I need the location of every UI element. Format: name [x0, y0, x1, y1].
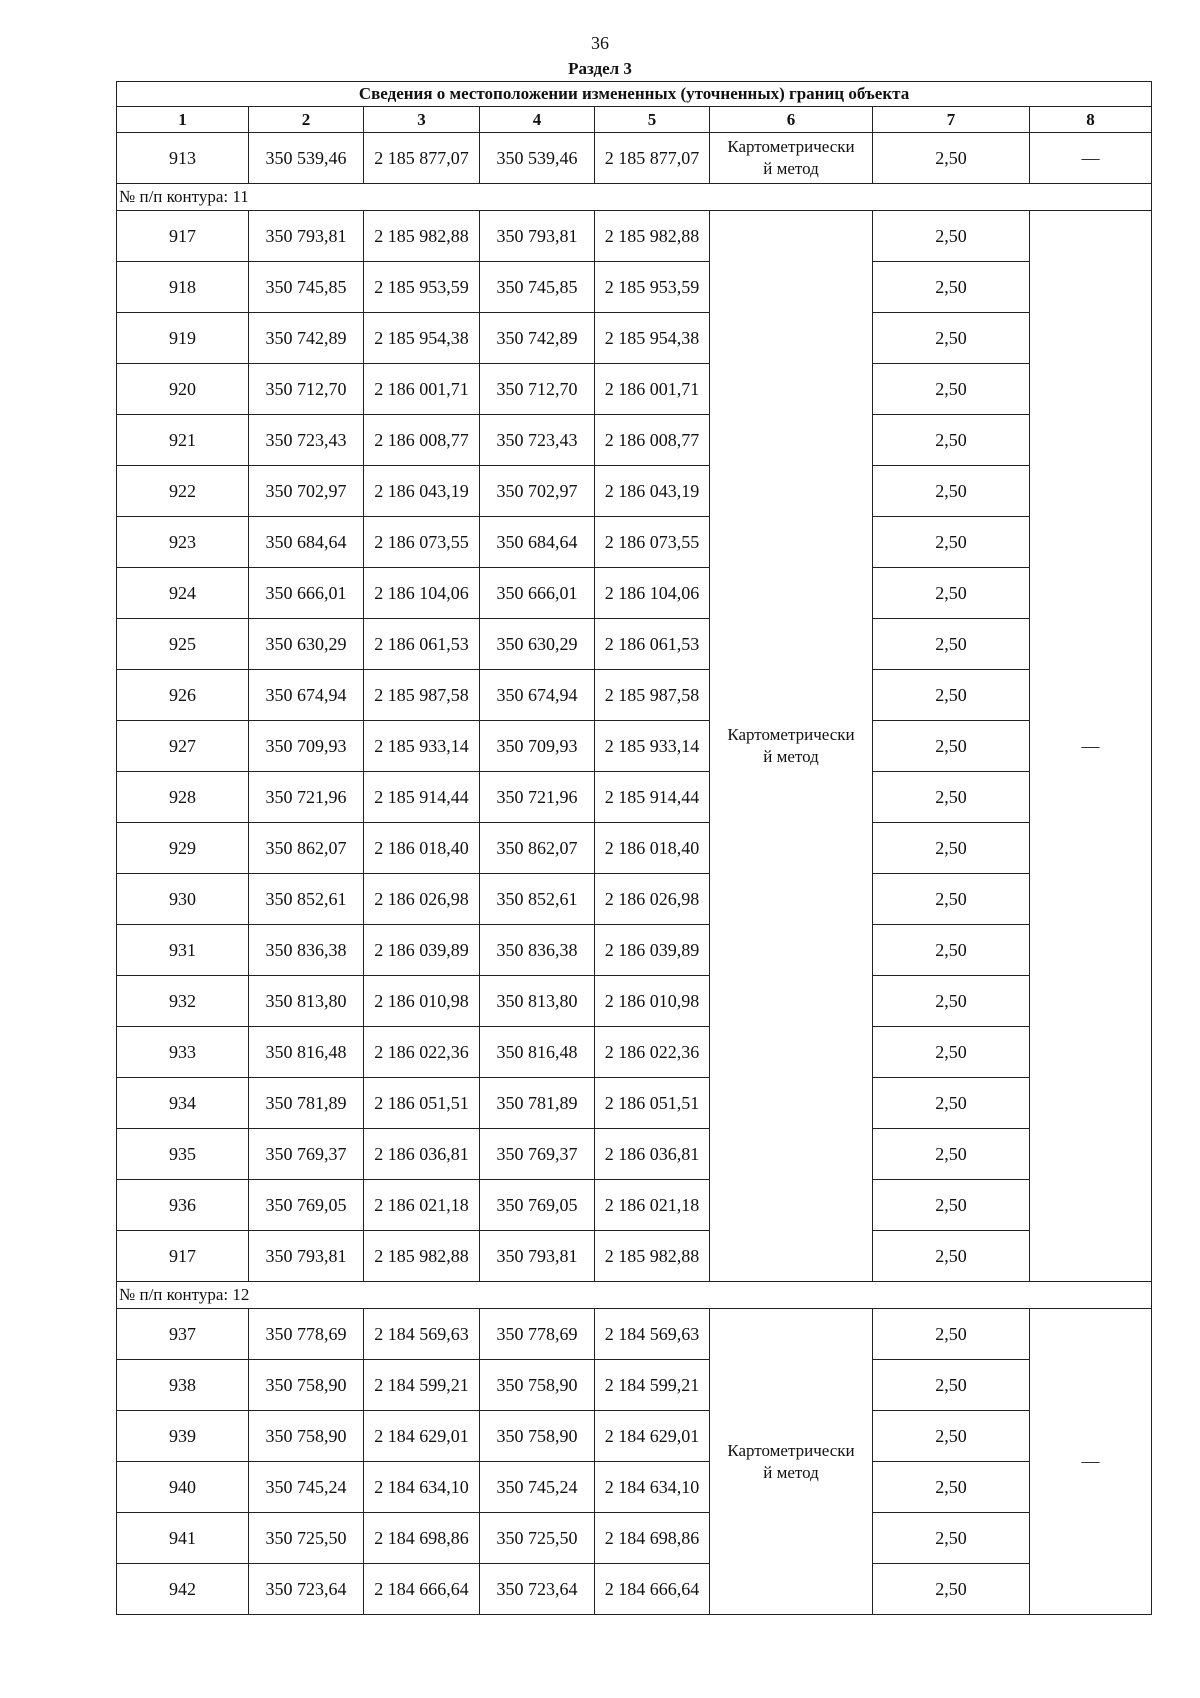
y-old: 2 185 982,88: [364, 211, 480, 262]
y-new: 2 184 629,01: [595, 1411, 710, 1462]
y-new: 2 186 021,18: [595, 1180, 710, 1231]
method-line: й метод: [763, 1462, 819, 1482]
point-number: 940: [117, 1462, 249, 1513]
y-new: 2 185 877,07: [595, 133, 710, 184]
x-new: 350 836,38: [480, 925, 595, 976]
description-dash: —: [1030, 1309, 1152, 1615]
y-old: 2 185 953,59: [364, 262, 480, 313]
method-cell: [710, 133, 873, 184]
table-row: [117, 1513, 1152, 1564]
x-old: 350 781,89: [249, 1078, 364, 1129]
y-old: 2 186 010,98: [364, 976, 480, 1027]
x-old: 350 725,50: [249, 1513, 364, 1564]
x-old: 350 758,90: [249, 1360, 364, 1411]
y-new: 2 184 666,64: [595, 1564, 710, 1615]
accuracy: 2,50: [873, 1462, 1030, 1513]
y-old: 2 186 043,19: [364, 466, 480, 517]
table-row: [117, 1411, 1152, 1462]
x-old: 350 723,43: [249, 415, 364, 466]
y-old: 2 185 987,58: [364, 670, 480, 721]
point-number: 924: [117, 568, 249, 619]
y-old: 2 184 698,86: [364, 1513, 480, 1564]
x-old: 350 778,69: [249, 1309, 364, 1360]
x-new: 350 793,81: [480, 211, 595, 262]
table-row: [117, 313, 1152, 364]
point-number: 925: [117, 619, 249, 670]
point-number: 919: [117, 313, 249, 364]
x-old: 350 769,05: [249, 1180, 364, 1231]
accuracy: 2,50: [873, 1078, 1030, 1129]
x-new: 350 721,96: [480, 772, 595, 823]
x-new: 350 539,46: [480, 133, 595, 184]
point-number: 920: [117, 364, 249, 415]
y-new: 2 185 982,88: [595, 1231, 710, 1282]
point-number: 913: [117, 133, 249, 184]
y-new: 2 185 933,14: [595, 721, 710, 772]
table-row: [117, 772, 1152, 823]
x-new: 350 769,37: [480, 1129, 595, 1180]
table-row: [117, 1180, 1152, 1231]
x-new: 350 725,50: [480, 1513, 595, 1564]
y-new: 2 186 036,81: [595, 1129, 710, 1180]
y-old: 2 186 051,51: [364, 1078, 480, 1129]
y-old: 2 186 104,06: [364, 568, 480, 619]
table-row: [117, 262, 1152, 313]
y-new: 2 186 026,98: [595, 874, 710, 925]
table-row: [117, 874, 1152, 925]
x-old: 350 769,37: [249, 1129, 364, 1180]
y-new: 2 185 954,38: [595, 313, 710, 364]
accuracy: 2,50: [873, 1231, 1030, 1282]
table-row: [117, 1027, 1152, 1078]
x-new: 350 723,43: [480, 415, 595, 466]
point-number: 926: [117, 670, 249, 721]
y-old: 2 185 933,14: [364, 721, 480, 772]
point-number: 917: [117, 211, 249, 262]
x-new: 350 723,64: [480, 1564, 595, 1615]
point-number: 938: [117, 1360, 249, 1411]
accuracy: 2,50: [873, 1027, 1030, 1078]
table-row: [117, 721, 1152, 772]
y-old: 2 186 022,36: [364, 1027, 480, 1078]
x-new: 350 852,61: [480, 874, 595, 925]
column-number: 3: [364, 107, 480, 133]
accuracy: 2,50: [873, 772, 1030, 823]
point-number: 939: [117, 1411, 249, 1462]
x-new: 350 630,29: [480, 619, 595, 670]
point-number: 922: [117, 466, 249, 517]
table-row: [117, 211, 1152, 262]
accuracy: 2,50: [873, 925, 1030, 976]
table-row: [117, 1360, 1152, 1411]
accuracy: 2,50: [873, 874, 1030, 925]
point-number: 932: [117, 976, 249, 1027]
y-new: 2 186 104,06: [595, 568, 710, 619]
table-row: [117, 517, 1152, 568]
y-old: 2 186 039,89: [364, 925, 480, 976]
y-old: 2 186 021,18: [364, 1180, 480, 1231]
x-old: 350 862,07: [249, 823, 364, 874]
table-row: [117, 133, 1152, 184]
x-new: 350 666,01: [480, 568, 595, 619]
table-row: [117, 1231, 1152, 1282]
point-number: 934: [117, 1078, 249, 1129]
y-new: 2 186 010,98: [595, 976, 710, 1027]
table-body: [117, 133, 1152, 1615]
method-line: Картометрически: [727, 1440, 855, 1460]
y-new: 2 185 987,58: [595, 670, 710, 721]
accuracy: 2,50: [873, 1180, 1030, 1231]
point-number: 931: [117, 925, 249, 976]
accuracy: 2,50: [873, 568, 1030, 619]
point-number: 921: [117, 415, 249, 466]
x-old: 350 852,61: [249, 874, 364, 925]
x-old: 350 745,24: [249, 1462, 364, 1513]
x-old: 350 742,89: [249, 313, 364, 364]
accuracy: 2,50: [873, 313, 1030, 364]
y-old: 2 186 018,40: [364, 823, 480, 874]
y-new: 2 184 599,21: [595, 1360, 710, 1411]
y-old: 2 185 954,38: [364, 313, 480, 364]
y-old: 2 185 914,44: [364, 772, 480, 823]
y-new: 2 185 953,59: [595, 262, 710, 313]
contour-label: № п/п контура: 11: [117, 184, 1152, 211]
column-number: 2: [249, 107, 364, 133]
y-old: 2 186 073,55: [364, 517, 480, 568]
table-row: [117, 925, 1152, 976]
accuracy: 2,50: [873, 466, 1030, 517]
x-old: 350 702,97: [249, 466, 364, 517]
column-number: 7: [873, 107, 1030, 133]
accuracy: 2,50: [873, 1411, 1030, 1462]
description-dash: —: [1030, 133, 1152, 184]
x-new: 350 758,90: [480, 1411, 595, 1462]
y-new: 2 185 914,44: [595, 772, 710, 823]
y-new: 2 184 569,63: [595, 1309, 710, 1360]
y-new: 2 186 001,71: [595, 364, 710, 415]
x-new: 350 862,07: [480, 823, 595, 874]
accuracy: 2,50: [873, 976, 1030, 1027]
x-new: 350 674,94: [480, 670, 595, 721]
x-new: 350 712,70: [480, 364, 595, 415]
y-old: 2 184 629,01: [364, 1411, 480, 1462]
table-row: [117, 1462, 1152, 1513]
method-line: й метод: [763, 159, 819, 178]
accuracy: 2,50: [873, 211, 1030, 262]
method-cell: [710, 211, 873, 1282]
column-number: 8: [1030, 107, 1152, 133]
y-new: 2 186 022,36: [595, 1027, 710, 1078]
y-old: 2 185 982,88: [364, 1231, 480, 1282]
table-row: [117, 976, 1152, 1027]
x-old: 350 813,80: [249, 976, 364, 1027]
x-old: 350 712,70: [249, 364, 364, 415]
table-row: [117, 1129, 1152, 1180]
x-new: 350 781,89: [480, 1078, 595, 1129]
y-old: 2 186 036,81: [364, 1129, 480, 1180]
column-number: 4: [480, 107, 595, 133]
x-new: 350 769,05: [480, 1180, 595, 1231]
method-line: Картометрически: [727, 725, 855, 744]
accuracy: 2,50: [873, 823, 1030, 874]
accuracy: 2,50: [873, 415, 1030, 466]
table-row: [117, 1078, 1152, 1129]
table-row: [117, 823, 1152, 874]
accuracy: 2,50: [873, 619, 1030, 670]
point-number: 917: [117, 1231, 249, 1282]
accuracy: 2,50: [873, 133, 1030, 184]
point-number: 929: [117, 823, 249, 874]
accuracy: 2,50: [873, 1129, 1030, 1180]
coordinates-table: [116, 81, 1152, 1615]
y-new: 2 184 634,10: [595, 1462, 710, 1513]
method-cell: [710, 1309, 873, 1615]
y-old: 2 185 877,07: [364, 133, 480, 184]
x-new: 350 793,81: [480, 1231, 595, 1282]
x-old: 350 709,93: [249, 721, 364, 772]
accuracy: 2,50: [873, 1564, 1030, 1615]
x-old: 350 666,01: [249, 568, 364, 619]
column-number: 5: [595, 107, 710, 133]
point-number: 923: [117, 517, 249, 568]
x-old: 350 723,64: [249, 1564, 364, 1615]
y-new: 2 186 043,19: [595, 466, 710, 517]
x-old: 350 745,85: [249, 262, 364, 313]
accuracy: 2,50: [873, 721, 1030, 772]
y-new: 2 186 061,53: [595, 619, 710, 670]
table-row: [117, 568, 1152, 619]
x-new: 350 745,85: [480, 262, 595, 313]
accuracy: 2,50: [873, 1513, 1030, 1564]
x-new: 350 758,90: [480, 1360, 595, 1411]
x-new: 350 745,24: [480, 1462, 595, 1513]
y-old: 2 184 599,21: [364, 1360, 480, 1411]
x-new: 350 816,48: [480, 1027, 595, 1078]
y-new: 2 186 018,40: [595, 823, 710, 874]
y-new: 2 185 982,88: [595, 211, 710, 262]
column-number: 6: [710, 107, 873, 133]
x-old: 350 539,46: [249, 133, 364, 184]
contour-header-row: [117, 1282, 1152, 1309]
x-old: 350 816,48: [249, 1027, 364, 1078]
x-new: 350 742,89: [480, 313, 595, 364]
point-number: 928: [117, 772, 249, 823]
y-new: 2 184 698,86: [595, 1513, 710, 1564]
contour-header-row: [117, 184, 1152, 211]
table-row: [117, 619, 1152, 670]
point-number: 937: [117, 1309, 249, 1360]
column-number-row: [117, 107, 1152, 133]
y-new: 2 186 008,77: [595, 415, 710, 466]
accuracy: 2,50: [873, 517, 1030, 568]
y-old: 2 186 001,71: [364, 364, 480, 415]
accuracy: 2,50: [873, 1309, 1030, 1360]
y-old: 2 186 008,77: [364, 415, 480, 466]
accuracy: 2,50: [873, 670, 1030, 721]
table-row: [117, 670, 1152, 721]
accuracy: 2,50: [873, 262, 1030, 313]
x-old: 350 836,38: [249, 925, 364, 976]
contour-label: № п/п контура: 12: [117, 1282, 1152, 1309]
x-old: 350 684,64: [249, 517, 364, 568]
accuracy: 2,50: [873, 1360, 1030, 1411]
point-number: 935: [117, 1129, 249, 1180]
column-number: 1: [117, 107, 249, 133]
point-number: 933: [117, 1027, 249, 1078]
point-number: 936: [117, 1180, 249, 1231]
table-caption: Сведения о местоположении измененных (уточненных) границ объекта: [117, 82, 1152, 107]
page-number: 36: [591, 33, 609, 53]
point-number: 927: [117, 721, 249, 772]
table-caption-row: [117, 82, 1152, 107]
method-line: Картометрически: [727, 137, 855, 156]
table-row: [117, 1564, 1152, 1615]
x-new: 350 684,64: [480, 517, 595, 568]
point-number: 918: [117, 262, 249, 313]
x-old: 350 758,90: [249, 1411, 364, 1462]
y-new: 2 186 051,51: [595, 1078, 710, 1129]
x-old: 350 721,96: [249, 772, 364, 823]
x-old: 350 674,94: [249, 670, 364, 721]
table-row: [117, 466, 1152, 517]
point-number: 942: [117, 1564, 249, 1615]
table-row: [117, 1309, 1152, 1360]
y-old: 2 184 569,63: [364, 1309, 480, 1360]
method-line: й метод: [763, 747, 819, 766]
table-row: [117, 364, 1152, 415]
accuracy: 2,50: [873, 364, 1030, 415]
description-dash: —: [1030, 211, 1152, 1282]
y-old: 2 184 634,10: [364, 1462, 480, 1513]
x-new: 350 702,97: [480, 466, 595, 517]
section-title: Раздел 3: [568, 59, 632, 78]
x-old: 350 793,81: [249, 211, 364, 262]
y-new: 2 186 039,89: [595, 925, 710, 976]
x-old: 350 630,29: [249, 619, 364, 670]
table-row: [117, 415, 1152, 466]
point-number: 930: [117, 874, 249, 925]
x-new: 350 813,80: [480, 976, 595, 1027]
point-number: 941: [117, 1513, 249, 1564]
y-old: 2 184 666,64: [364, 1564, 480, 1615]
y-new: 2 186 073,55: [595, 517, 710, 568]
y-old: 2 186 026,98: [364, 874, 480, 925]
y-old: 2 186 061,53: [364, 619, 480, 670]
x-old: 350 793,81: [249, 1231, 364, 1282]
x-new: 350 709,93: [480, 721, 595, 772]
x-new: 350 778,69: [480, 1309, 595, 1360]
